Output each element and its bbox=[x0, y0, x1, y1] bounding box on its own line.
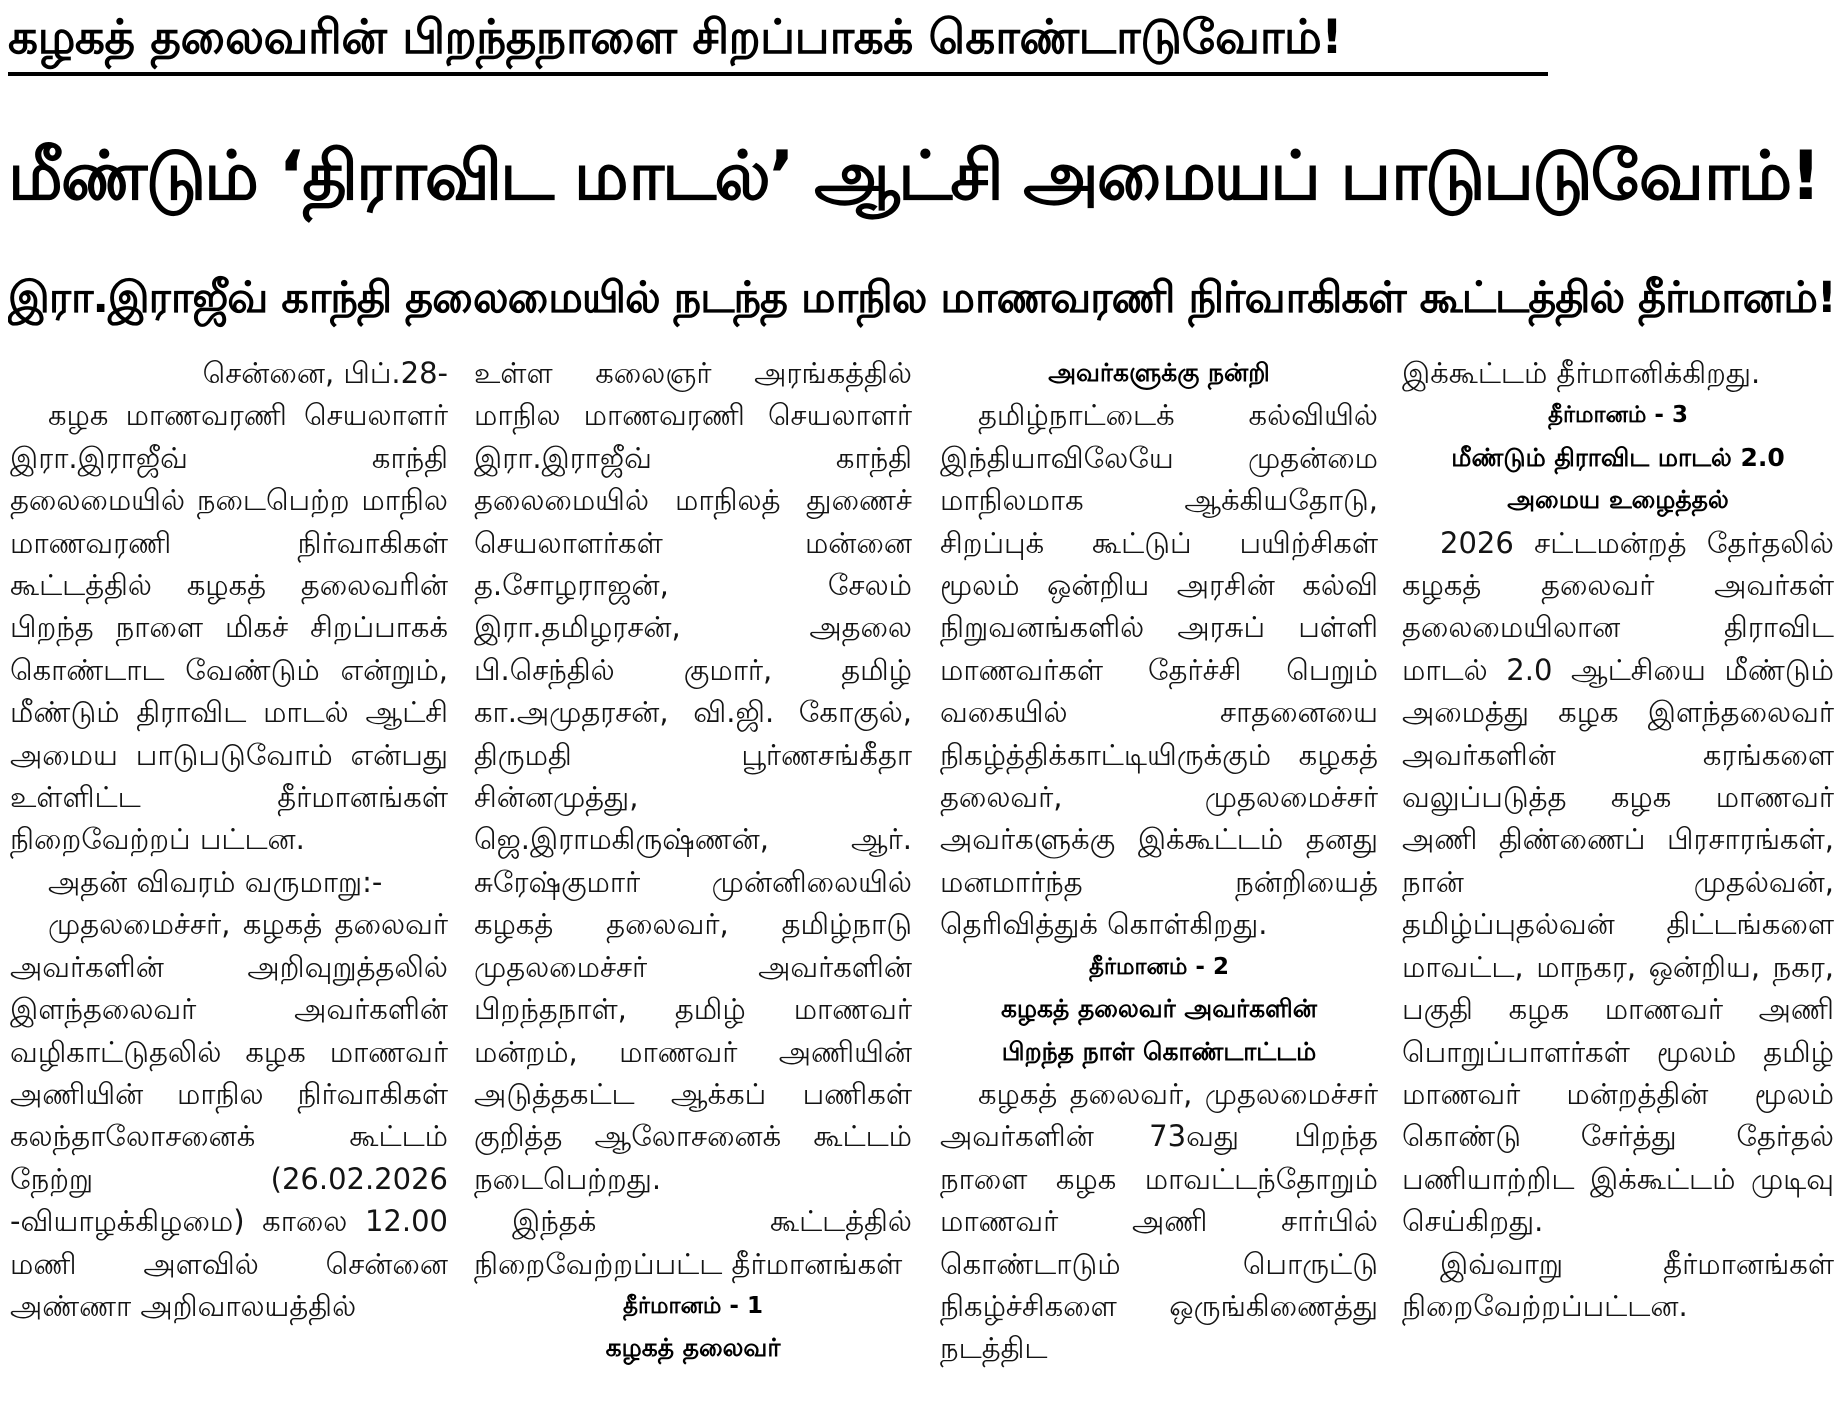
paragraph: தமிழ்நாட்டைக் கல்வியில் இந்தியாவிலேயே முதன்மை மாநிலமாக ஆக்கியதோடு, சிறப்புக் கூட்டுப் பயிற்சிகள் மூலம் ஒன்றிய அரசின் கல்வி நிறுவனங்களில் அரசுப் பள்ளி மாணவர்கள் தேர்ச்சி பெறும் வகையில் சாதனையை நிகழ்த்திக்காட்டியிருக்கும் கழகத் தலைவர், முதலமைச்சர் அவர்களுக்கு இக்கூட்டம் தனது மனமார்ந்த நன்றியைத் தெரிவித்துக் கொள்கிறது. bbox=[940, 398, 1378, 942]
article-column-2 bbox=[474, 352, 912, 1420]
paragraph: கழக மாணவரணி செயலாளர் இரா.இராஜீவ் காந்தி தலைமையில் நடைபெற்ற மாநில மாணவரணி நிர்வாகிகள் கூட்டத்தில் கழகத் தலைவரின் பிறந்த நாளை மிகச் சிறப்பாகக் கொண்டாட வேண்டும் என்றும், மீண்டும் திராவிட மாடல் ஆட்சி அமைய பாடுபடுவோம் என்பது உள்ளிட்ட தீர்மானங்கள் நிறைவேற்றப் பட்டன. bbox=[10, 398, 448, 857]
paragraph: உள்ள கலைஞர் அரங்கத்தில் மாநில மாணவரணி செயலாளர் இரா.இராஜீவ் காந்தி தலைமையில் மாநிலத் துணைச் செயலாளர்கள் மன்னை த.சோழராஜன், சேலம் இரா.தமிழரசன், அதலை பி.செந்தில் குமார், தமிழ் கா.அமுதரசன், வி.ஜி. கோகுல், திருமதி பூர்ணசங்கீதா சின்னமுத்து, ஜெ.இராமகிருஷ்ணன், ஆர். சுரேஷ்குமார் முன்னிலையில் கழகத் தலைவர், தமிழ்நாடு முதலமைச்சர் அவர்களின் பிறந்தநாள், தமிழ் மாணவர் மன்றம், மாணவர் அணியின் அடுத்தகட்ட ஆக்கப் பணிகள் குறித்த ஆலோசனைக் கூட்டம் நடைபெற்றது. bbox=[474, 356, 912, 1196]
paragraph: இந்தக் கூட்டத்தில் நிறைவேற்றப்பட்ட தீர்மானங்கள் bbox=[474, 1204, 912, 1281]
resolution-1-label: தீர்மானம் - 1 bbox=[623, 1292, 763, 1319]
deck-headline: இரா.இராஜீவ் காந்தி தலைமையில் நடந்த மாநில மாணவரணி நிர்வாகிகள் கூட்டத்தில் தீர்மானம்! bbox=[8, 273, 1836, 323]
resolution-1-title: கழகத் தலைவர் bbox=[605, 1333, 781, 1363]
main-headline: மீண்டும் ‘திராவிட மாடல்’ ஆட்சி அமையப் பாடுபடுவோம்! bbox=[8, 137, 1820, 216]
resolution-3-label: தீர்மானம் - 3 bbox=[1548, 402, 1688, 429]
article-column-1 bbox=[10, 352, 448, 1420]
paragraph: முதலமைச்சர், கழகத் தலைவர் அவர்களின் அறிவுறுத்தலில் இளந்தலைவர் அவர்களின் வழிகாட்டுதலில் கழக மாணவர் அணியின் மாநில நிர்வாகிகள் கலந்தாலோசனைக் கூட்டம் நேற்று (26.02.2026 -வியாழக்கிழமை) காலை 12.00 மணி அளவில் சென்னை அண்ணா அறிவாலயத்தில் bbox=[10, 907, 448, 1323]
paragraph: கழகத் தலைவர், முதலமைச்சர் அவர்களின் 73வது பிறந்த நாளை கழக மாவட்டந்தோறும் மாணவர் அணி சார்பில் கொண்டாடும் பொருட்டு நிகழ்ச்சிகளை ஒருங்கிணைத்து நடத்திட bbox=[940, 1076, 1378, 1366]
resolution-3-title-line-2: அமைய உழைத்தல் bbox=[1507, 485, 1729, 515]
dateline: சென்னை, பிப்.28- bbox=[202, 356, 448, 390]
article-column-3 bbox=[940, 352, 1378, 1420]
paragraph: இக்கூட்டம் தீர்மானிக்கிறது. bbox=[1402, 356, 1761, 390]
resolution-2-title-line-2: பிறந்த நாள் கொண்டாட்டம் bbox=[1001, 1036, 1317, 1066]
resolution-2-label: தீர்மானம் - 2 bbox=[1089, 953, 1229, 980]
paragraph: இவ்வாறு தீர்மானங்கள் நிறைவேற்றப்பட்டன. bbox=[1402, 1246, 1834, 1323]
kicker-underline bbox=[8, 72, 1548, 76]
paragraph: 2026 சட்டமன்றத் தேர்தலில் கழகத் தலைவர் அவர்கள் தலைமையிலான திராவிட மாடல் 2.0 ஆட்சியை மீண்டும் அமைத்து கழக இளந்தலைவர் அவர்களின் கரங்களை வலுப்படுத்த கழக மாணவர் அணி திண்ணைப் பிரசாரங்கள், நான் முதல்வன், தமிழ்ப்புதல்வன் திட்டங்களை மாவட்ட, மாநகர, ஒன்றிய, நகர, பகுதி கழக மாணவர் அணி பொறுப்பாளர்கள் மூலம் தமிழ் மாணவர் மன்றத்தின் மூலம் கொண்டு சேர்த்து தேர்தல் பணியாற்றிட இக்கூட்டம் முடிவு செய்கிறது. bbox=[1402, 525, 1834, 1239]
resolution-1-title-cont: அவர்களுக்கு நன்றி bbox=[1048, 358, 1270, 387]
resolution-2-title-line-1: கழகத் தலைவர் அவர்களின் bbox=[1000, 994, 1318, 1024]
article-column-4 bbox=[1402, 352, 1834, 1420]
paragraph: அதன் விவரம் வருமாறு:- bbox=[48, 864, 383, 899]
resolution-3-title-line-1: மீண்டும் திராவிட மாடல் 2.0 bbox=[1451, 442, 1785, 472]
kicker-headline: கழகத் தலைவரின் பிறந்தநாளை சிறப்பாகக் கொண்டாடுவோம்! bbox=[8, 10, 1343, 65]
